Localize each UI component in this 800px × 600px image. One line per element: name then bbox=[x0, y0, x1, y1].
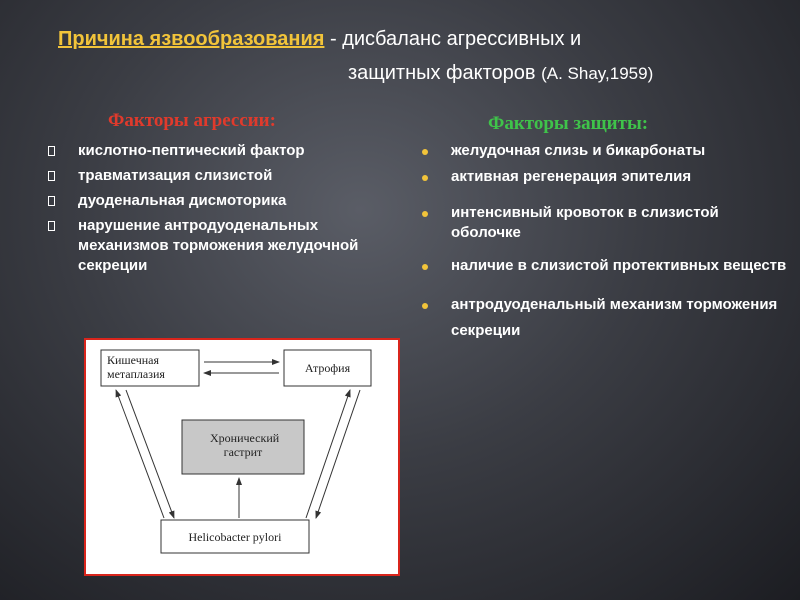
title-source: (A. Shay,1959) bbox=[541, 64, 654, 83]
title-line2-main: защитных факторов bbox=[348, 62, 542, 84]
aggression-item bbox=[48, 141, 408, 161]
title-line-1 bbox=[58, 22, 581, 56]
protection-item bbox=[420, 141, 790, 161]
protection-item-text: наличие в слизистой протективных веществ bbox=[451, 257, 787, 274]
aggression-item-text: нарушение антродуоденальных механизмов торможения желудочной секреции bbox=[78, 217, 359, 274]
protection-item-text: интенсивный кровоток в слизистой оболочке bbox=[451, 204, 719, 241]
protection-item-text: желудочная слизь и бикарбонаты bbox=[451, 142, 706, 159]
node-gastritis-label: Хронический гастрит bbox=[210, 431, 280, 459]
aggression-item-text: травматизация слизистой bbox=[78, 167, 273, 184]
dot-bullet-icon bbox=[422, 264, 428, 270]
square-bullet-icon bbox=[48, 146, 55, 156]
dot-bullet-icon bbox=[422, 303, 428, 309]
title-line-2 bbox=[348, 56, 653, 91]
protection-item-text: антродуоденальный механизм торможения секреции bbox=[451, 296, 778, 339]
square-bullet-icon bbox=[48, 221, 55, 231]
dot-bullet-icon bbox=[422, 211, 428, 217]
dot-bullet-icon bbox=[422, 149, 428, 155]
node-hp-label: Helicobacter pylori bbox=[188, 530, 282, 544]
aggression-item bbox=[48, 216, 408, 276]
aggression-list bbox=[48, 141, 408, 281]
aggression-item-text: кислотно-пептический фактор bbox=[78, 142, 305, 159]
arrow-atrophy-to-hp bbox=[316, 390, 360, 518]
square-bullet-icon bbox=[48, 196, 55, 206]
arrow-hp-to-metaplasia bbox=[116, 390, 164, 518]
title-highlight: Причина язвообразования bbox=[58, 28, 325, 50]
protection-item bbox=[420, 253, 790, 279]
dot-bullet-icon bbox=[422, 175, 428, 181]
arrow-metaplasia-to-hp bbox=[126, 390, 174, 518]
title-line1-rest: дисбаланс агрессивных и bbox=[342, 28, 582, 50]
protection-item bbox=[420, 203, 790, 243]
pathogenesis-diagram bbox=[84, 338, 400, 576]
node-metaplasia-label: Кишечная метаплазия bbox=[107, 353, 165, 381]
protection-list bbox=[420, 141, 790, 344]
protection-item-text: активная регенерация эпителия bbox=[451, 168, 692, 185]
aggression-item bbox=[48, 191, 408, 211]
aggression-heading: Факторы агрессии: bbox=[108, 110, 276, 131]
protection-heading: Факторы защиты: bbox=[488, 113, 649, 134]
node-atrophy-label: Атрофия bbox=[304, 361, 351, 375]
protection-item bbox=[420, 167, 790, 187]
title-dash: - bbox=[324, 28, 343, 50]
protection-item bbox=[420, 292, 790, 344]
aggression-item-text: дуоденальная дисмоторика bbox=[78, 192, 287, 209]
square-bullet-icon bbox=[48, 171, 55, 181]
arrow-hp-to-atrophy bbox=[306, 390, 350, 518]
aggression-item bbox=[48, 166, 408, 186]
